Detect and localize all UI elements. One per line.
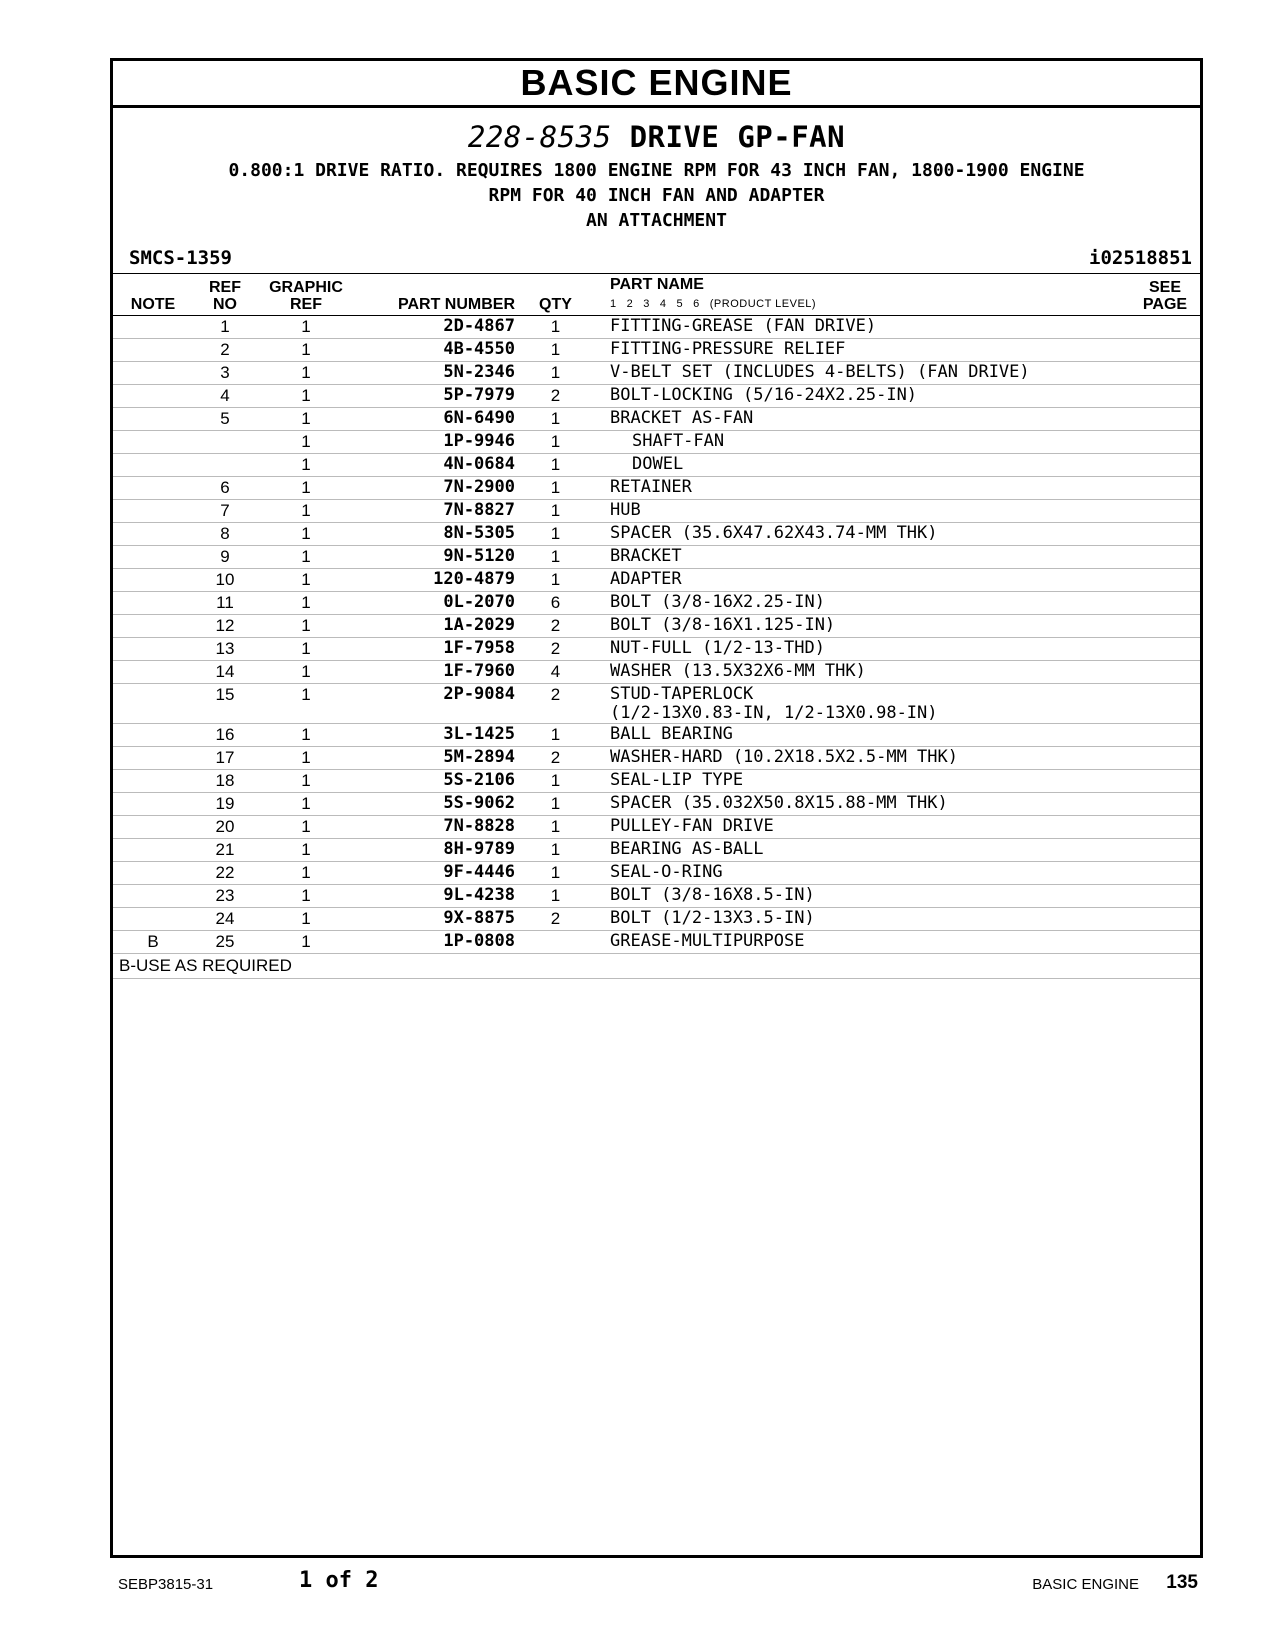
part-name: V-BELT SET (INCLUDES 4-BELTS) (FAN DRIVE) [610, 362, 1030, 382]
see-page-cell [1130, 615, 1200, 638]
ref-no-cell: 10 [193, 569, 257, 592]
note-cell [113, 661, 193, 684]
graphic-ref-cell: 1 [257, 793, 355, 816]
note-cell [113, 615, 193, 638]
note-cell: B [113, 931, 193, 954]
graphic-ref-cell: 1 [257, 816, 355, 839]
table-header-row [113, 274, 1200, 316]
qty-cell: 1 [523, 454, 588, 477]
note-cell [113, 316, 193, 339]
graphic-ref-cell: 1 [257, 408, 355, 431]
ref-no-cell: 18 [193, 770, 257, 793]
ref-no-cell: 17 [193, 747, 257, 770]
description-line: AN ATTACHMENT [586, 210, 727, 231]
see-page-cell [1130, 885, 1200, 908]
note-cell [113, 523, 193, 546]
section-title: BASIC ENGINE [113, 61, 1200, 108]
note-cell [113, 885, 193, 908]
part-number-cell: 5M-2894 [355, 747, 523, 770]
see-page-cell [1130, 908, 1200, 931]
doc-id: SEBP3815-31 [118, 1576, 214, 1593]
part-number-cell: 1P-0808 [355, 931, 523, 954]
part-name-cell [588, 862, 1130, 885]
see-page-cell [1130, 931, 1200, 954]
graphic-ref-cell: 1 [257, 431, 355, 454]
table-row [113, 839, 1200, 862]
graphic-ref-cell: 1 [257, 839, 355, 862]
table-row [113, 908, 1200, 931]
qty-cell: 1 [523, 523, 588, 546]
table-row [113, 770, 1200, 793]
note-cell [113, 592, 193, 615]
part-name: BRACKET [610, 546, 682, 566]
qty-cell: 1 [523, 724, 588, 747]
part-number-cell: 5S-9062 [355, 793, 523, 816]
description-line: 0.800:1 DRIVE RATIO. REQUIRES 1800 ENGINE RPM FOR 43 INCH FAN, 1800-1900 ENGINE [228, 160, 1085, 181]
qty-cell: 1 [523, 770, 588, 793]
part-name: BRACKET AS-FAN [610, 408, 754, 428]
part-name-cell [588, 885, 1130, 908]
qty-cell: 1 [523, 316, 588, 339]
part-name-cell [588, 339, 1130, 362]
table-row [113, 793, 1200, 816]
part-number-cell: 1P-9946 [355, 431, 523, 454]
graphic-ref-cell: 1 [257, 862, 355, 885]
ref-no-cell: 21 [193, 839, 257, 862]
part-number-cell: 7N-8827 [355, 500, 523, 523]
qty-cell: 1 [523, 793, 588, 816]
part-number-cell: 4B-4550 [355, 339, 523, 362]
part-name-cell [588, 500, 1130, 523]
part-name-cell [588, 316, 1130, 339]
part-name-cell [588, 747, 1130, 770]
part-number-cell: 1A-2029 [355, 615, 523, 638]
graphic-ref-cell: 1 [257, 592, 355, 615]
part-number-cell: 8H-9789 [355, 839, 523, 862]
part-name: BEARING AS-BALL [610, 839, 764, 859]
qty-cell: 1 [523, 500, 588, 523]
qty-cell: 2 [523, 684, 588, 724]
graphic-ref-cell: 1 [257, 747, 355, 770]
part-name-continued: (1/2-13X0.83-IN, 1/2-13X0.98-IN) [610, 703, 938, 723]
note-cell [113, 454, 193, 477]
note-cell [113, 339, 193, 362]
graphic-ref-cell: 1 [257, 661, 355, 684]
qty-cell: 1 [523, 569, 588, 592]
part-name: BOLT-LOCKING (5/16-24X2.25-IN) [610, 385, 918, 405]
smcs-code: SMCS-1359 [129, 247, 232, 269]
see-page-cell [1130, 385, 1200, 408]
part-name-cell [588, 431, 1130, 454]
description-line: RPM FOR 40 INCH FAN AND ADAPTER [488, 185, 825, 206]
part-name: SHAFT-FAN [632, 431, 725, 451]
table-row [113, 592, 1200, 615]
part-name: SEAL-LIP TYPE [610, 770, 744, 790]
see-page-cell [1130, 316, 1200, 339]
see-page-cell [1130, 408, 1200, 431]
table-row [113, 500, 1200, 523]
part-name-cell [588, 661, 1130, 684]
qty-cell: 6 [523, 592, 588, 615]
see-page-cell [1130, 454, 1200, 477]
part-name: WASHER-HARD (10.2X18.5X2.5-MM THK) [610, 747, 958, 767]
part-name-cell [588, 908, 1130, 931]
part-number-cell: 1F-7958 [355, 638, 523, 661]
graphic-ref-cell: 1 [257, 615, 355, 638]
ref-no-cell: 13 [193, 638, 257, 661]
part-name-cell [588, 385, 1130, 408]
qty-cell [523, 931, 588, 954]
see-page-cell [1130, 592, 1200, 615]
table-row [113, 316, 1200, 339]
see-page-cell [1130, 770, 1200, 793]
table-row [113, 362, 1200, 385]
table-row [113, 747, 1200, 770]
part-name: ADAPTER [610, 569, 682, 589]
see-page-cell [1130, 546, 1200, 569]
see-page-cell [1130, 816, 1200, 839]
graphic-ref-cell: 1 [257, 546, 355, 569]
table-row [113, 615, 1200, 638]
table-row [113, 931, 1200, 954]
part-number-cell: 5N-2346 [355, 362, 523, 385]
group-description [113, 158, 1200, 233]
footnote: B-USE AS REQUIRED [113, 954, 1200, 979]
qty-cell: 1 [523, 546, 588, 569]
ref-no-cell: 20 [193, 816, 257, 839]
qty-cell: 1 [523, 408, 588, 431]
part-name-cell [588, 615, 1130, 638]
note-cell [113, 408, 193, 431]
part-name: BOLT (1/2-13X3.5-IN) [610, 908, 815, 928]
part-name-cell [588, 724, 1130, 747]
part-name-cell [588, 770, 1130, 793]
part-number-cell: 0L-2070 [355, 592, 523, 615]
part-name: FITTING-GREASE (FAN DRIVE) [610, 316, 877, 336]
group-title [113, 120, 1200, 154]
ref-no-cell: 15 [193, 684, 257, 724]
see-page-cell [1130, 638, 1200, 661]
part-name-cell [588, 816, 1130, 839]
part-name: BOLT (3/8-16X8.5-IN) [610, 885, 815, 905]
part-name: STUD-TAPERLOCK [610, 684, 754, 704]
note-cell [113, 385, 193, 408]
note-cell [113, 862, 193, 885]
graphic-ref-cell: 1 [257, 477, 355, 500]
part-name-cell [588, 477, 1130, 500]
part-number-cell: 9N-5120 [355, 546, 523, 569]
note-cell [113, 546, 193, 569]
page-of: 1 of 2 [299, 1568, 379, 1593]
part-name-cell [588, 454, 1130, 477]
see-page-cell [1130, 477, 1200, 500]
part-number-cell: 5P-7979 [355, 385, 523, 408]
note-cell [113, 839, 193, 862]
part-name-cell [588, 931, 1130, 954]
note-cell [113, 569, 193, 592]
qty-cell: 1 [523, 362, 588, 385]
qty-cell: 1 [523, 862, 588, 885]
header-part-name: PART NAME 1 2 3 4 5 6 (PRODUCT LEVEL) [588, 274, 1130, 316]
ref-no-cell: 2 [193, 339, 257, 362]
ref-no-cell: 11 [193, 592, 257, 615]
note-cell [113, 362, 193, 385]
part-name: RETAINER [610, 477, 692, 497]
graphic-ref-cell: 1 [257, 316, 355, 339]
table-row [113, 569, 1200, 592]
ref-no-cell: 5 [193, 408, 257, 431]
page-frame [110, 58, 1203, 1558]
graphic-ref-cell: 1 [257, 500, 355, 523]
part-name-cell [588, 839, 1130, 862]
part-number-cell: 5S-2106 [355, 770, 523, 793]
part-number-cell: 9F-4446 [355, 862, 523, 885]
part-number-cell: 9L-4238 [355, 885, 523, 908]
part-name-cell [588, 793, 1130, 816]
ref-no-cell: 3 [193, 362, 257, 385]
footer-section: BASIC ENGINE [1032, 1576, 1139, 1593]
part-number-cell: 3L-1425 [355, 724, 523, 747]
see-page-cell [1130, 569, 1200, 592]
qty-cell: 2 [523, 908, 588, 931]
graphic-ref-cell: 1 [257, 362, 355, 385]
see-page-cell [1130, 500, 1200, 523]
note-cell [113, 724, 193, 747]
part-name: PULLEY-FAN DRIVE [610, 816, 774, 836]
table-row [113, 885, 1200, 908]
part-name-cell [588, 523, 1130, 546]
part-name-cell [588, 546, 1130, 569]
table-row [113, 339, 1200, 362]
see-page-cell [1130, 747, 1200, 770]
part-number-cell: 7N-2900 [355, 477, 523, 500]
part-name: HUB [610, 500, 641, 520]
qty-cell: 1 [523, 839, 588, 862]
ref-no-cell: 8 [193, 523, 257, 546]
table-row [113, 477, 1200, 500]
meta-row [113, 243, 1200, 273]
ref-no-cell: 23 [193, 885, 257, 908]
part-name: FITTING-PRESSURE RELIEF [610, 339, 846, 359]
qty-cell: 2 [523, 615, 588, 638]
part-name-cell [588, 684, 1130, 724]
header-qty: QTY [523, 274, 588, 316]
ref-no-cell: 1 [193, 316, 257, 339]
see-page-cell [1130, 362, 1200, 385]
table-row [113, 523, 1200, 546]
qty-cell: 1 [523, 816, 588, 839]
part-name-cell [588, 362, 1130, 385]
note-cell [113, 908, 193, 931]
qty-cell: 2 [523, 638, 588, 661]
graphic-ref-cell: 1 [257, 638, 355, 661]
qty-cell: 1 [523, 885, 588, 908]
part-number-cell: 2P-9084 [355, 684, 523, 724]
header-part-number: PART NUMBER [355, 274, 523, 316]
qty-cell: 2 [523, 747, 588, 770]
part-number-cell: 4N-0684 [355, 454, 523, 477]
table-row [113, 546, 1200, 569]
see-page-cell [1130, 661, 1200, 684]
page-number: 135 [1166, 1572, 1198, 1593]
note-cell [113, 793, 193, 816]
part-number-cell: 1F-7960 [355, 661, 523, 684]
qty-cell: 1 [523, 339, 588, 362]
qty-cell: 4 [523, 661, 588, 684]
see-page-cell [1130, 793, 1200, 816]
part-name-cell [588, 592, 1130, 615]
qty-cell: 2 [523, 385, 588, 408]
ref-no-cell: 9 [193, 546, 257, 569]
note-cell [113, 477, 193, 500]
see-page-cell [1130, 839, 1200, 862]
part-number-cell: 120-4879 [355, 569, 523, 592]
see-page-cell [1130, 523, 1200, 546]
part-name: SEAL-O-RING [610, 862, 723, 882]
graphic-ref-cell: 1 [257, 523, 355, 546]
ref-no-cell: 19 [193, 793, 257, 816]
document-ident: i02518851 [1089, 247, 1192, 269]
part-name: SPACER (35.032X50.8X15.88-MM THK) [610, 793, 948, 813]
table-row [113, 638, 1200, 661]
part-number-cell: 2D-4867 [355, 316, 523, 339]
note-cell [113, 500, 193, 523]
header-graphic-ref: GRAPHIC REF [257, 274, 355, 316]
graphic-ref-cell: 1 [257, 339, 355, 362]
header-ref-no: REF NO [193, 274, 257, 316]
ref-no-cell: 22 [193, 862, 257, 885]
part-number-cell: 8N-5305 [355, 523, 523, 546]
note-cell [113, 431, 193, 454]
part-name: WASHER (13.5X32X6-MM THK) [610, 661, 866, 681]
see-page-cell [1130, 724, 1200, 747]
ref-no-cell: 7 [193, 500, 257, 523]
table-row [113, 661, 1200, 684]
table-row [113, 816, 1200, 839]
see-page-cell [1130, 862, 1200, 885]
table-row [113, 684, 1200, 724]
see-page-cell [1130, 431, 1200, 454]
part-name: NUT-FULL (1/2-13-THD) [610, 638, 825, 658]
ref-no-cell: 12 [193, 615, 257, 638]
table-row [113, 408, 1200, 431]
qty-cell: 1 [523, 431, 588, 454]
header-note: NOTE [113, 274, 193, 316]
part-number-cell: 9X-8875 [355, 908, 523, 931]
graphic-ref-cell: 1 [257, 770, 355, 793]
part-number-cell: 6N-6490 [355, 408, 523, 431]
part-name-cell [588, 569, 1130, 592]
qty-cell: 1 [523, 477, 588, 500]
ref-no-cell: 25 [193, 931, 257, 954]
part-name-cell [588, 408, 1130, 431]
part-name: DOWEL [632, 454, 684, 474]
note-cell [113, 816, 193, 839]
graphic-ref-cell: 1 [257, 724, 355, 747]
note-cell [113, 638, 193, 661]
graphic-ref-cell: 1 [257, 908, 355, 931]
page-footer [118, 1568, 1203, 1598]
note-cell [113, 684, 193, 724]
graphic-ref-cell: 1 [257, 931, 355, 954]
see-page-cell [1130, 339, 1200, 362]
note-cell [113, 770, 193, 793]
ref-no-cell: 4 [193, 385, 257, 408]
see-page-cell [1130, 684, 1200, 724]
part-name: GREASE-MULTIPURPOSE [610, 931, 805, 951]
table-row [113, 431, 1200, 454]
ref-no-cell [193, 431, 257, 454]
graphic-ref-cell: 1 [257, 885, 355, 908]
table-row [113, 454, 1200, 477]
part-name-cell [588, 638, 1130, 661]
parts-table [113, 273, 1200, 954]
parts-table-body [113, 316, 1200, 954]
part-name: SPACER (35.6X47.62X43.74-MM THK) [610, 523, 938, 543]
ref-no-cell: 16 [193, 724, 257, 747]
ref-no-cell [193, 454, 257, 477]
ref-no-cell: 24 [193, 908, 257, 931]
graphic-ref-cell: 1 [257, 385, 355, 408]
graphic-ref-cell: 1 [257, 684, 355, 724]
note-cell [113, 747, 193, 770]
ref-no-cell: 6 [193, 477, 257, 500]
group-name: DRIVE GP-FAN [629, 120, 846, 154]
part-name: BOLT (3/8-16X1.125-IN) [610, 615, 836, 635]
group-number: 228-8535 [467, 120, 612, 154]
part-name: BOLT (3/8-16X2.25-IN) [610, 592, 825, 612]
graphic-ref-cell: 1 [257, 569, 355, 592]
part-number-cell: 7N-8828 [355, 816, 523, 839]
graphic-ref-cell: 1 [257, 454, 355, 477]
ref-no-cell: 14 [193, 661, 257, 684]
table-row [113, 385, 1200, 408]
table-row [113, 724, 1200, 747]
product-levels: 1 2 3 4 5 6 (PRODUCT LEVEL) [610, 298, 817, 310]
table-row [113, 862, 1200, 885]
part-name: BALL BEARING [610, 724, 733, 744]
header-see-page: SEE PAGE [1130, 274, 1200, 316]
